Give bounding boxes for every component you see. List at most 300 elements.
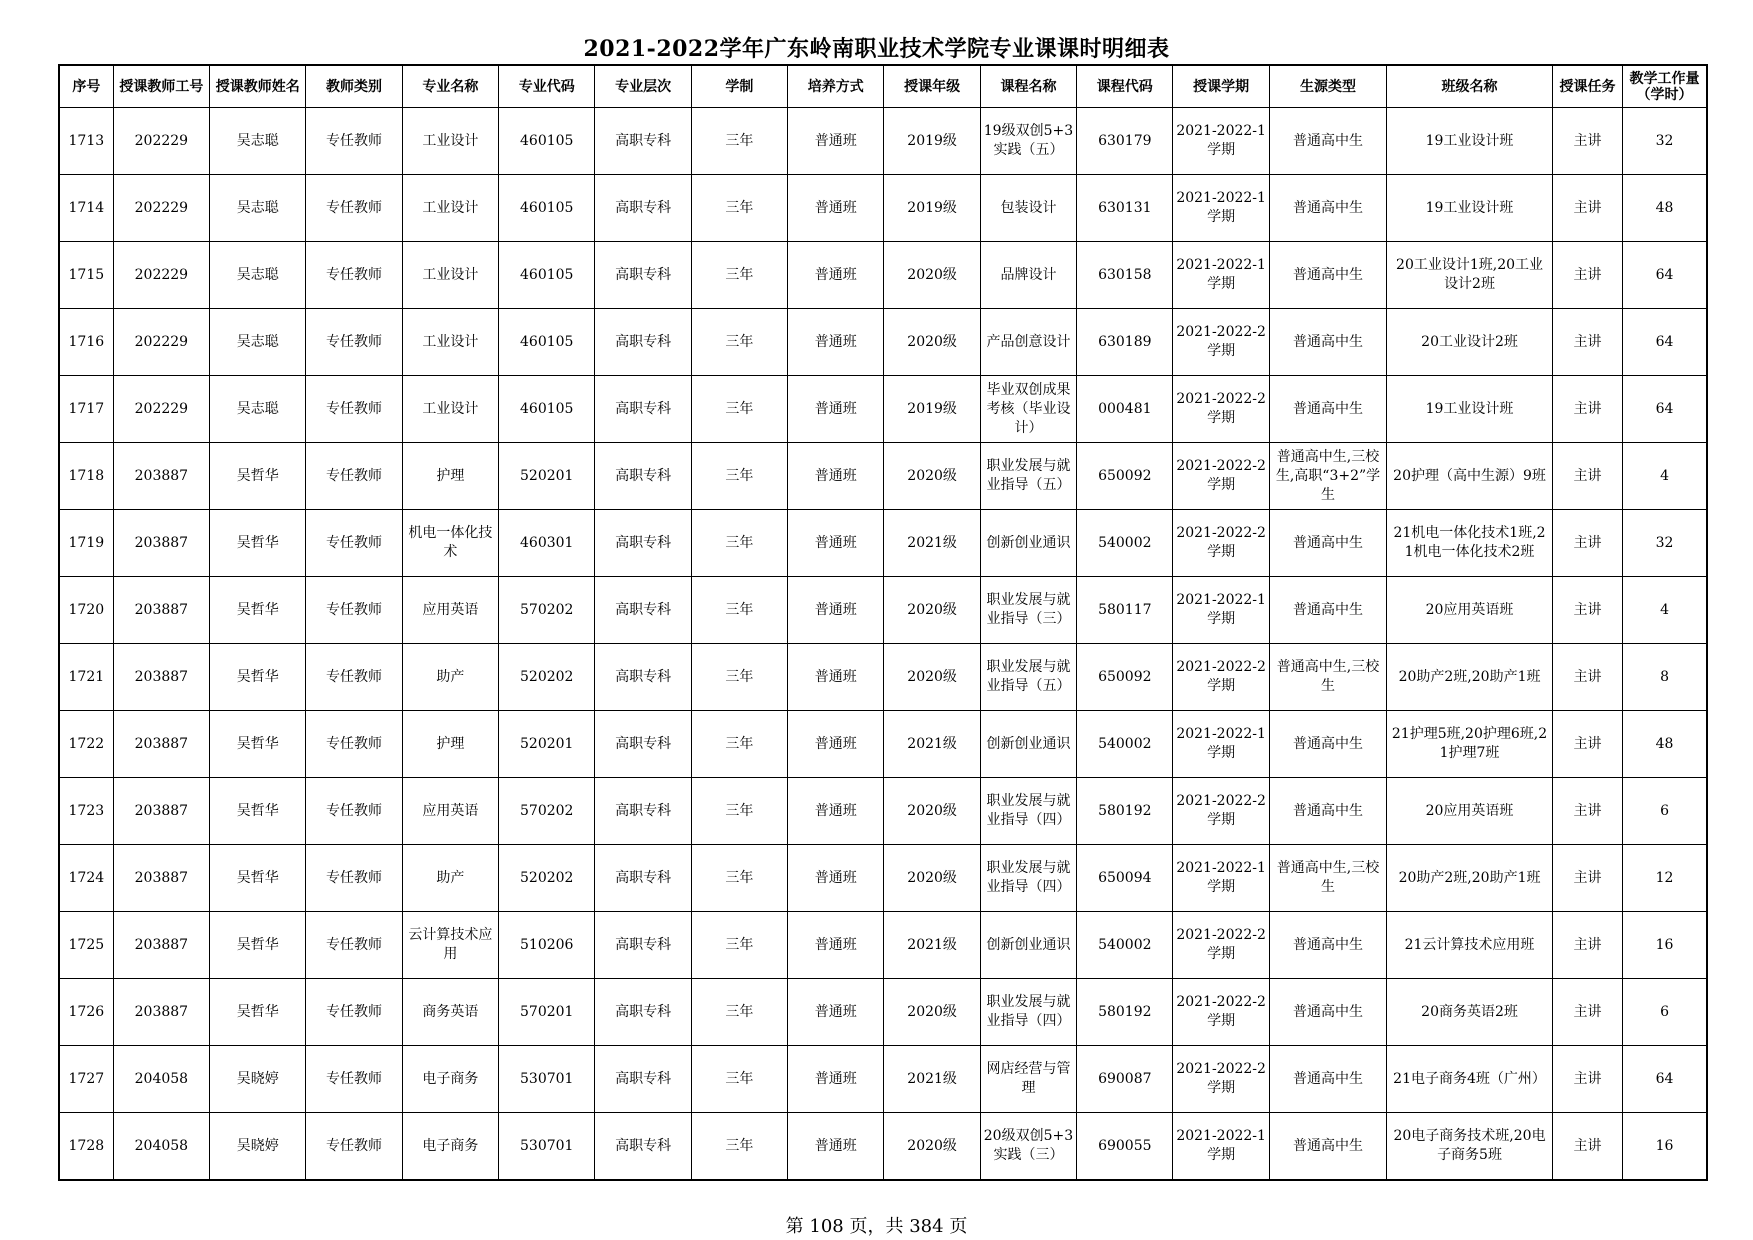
cell-student-source: 普通高中生 [1269,1046,1386,1113]
cell-teacher-name: 吴哲华 [210,577,306,644]
cell-class-name: 21机电一体化技术1班,21机电一体化技术2班 [1387,510,1553,577]
cell-major-code: 510206 [499,912,595,979]
cell-major-code: 460105 [499,309,595,376]
cell-workload: 16 [1623,912,1707,979]
cell-duration: 三年 [691,644,787,711]
cell-workload: 4 [1623,577,1707,644]
cell-duration: 三年 [691,1113,787,1181]
cell-course-code: 690055 [1077,1113,1173,1181]
table-row [59,1113,1707,1181]
cell-semester: 2021-2022-2学期 [1173,1046,1269,1113]
cell-student-source: 普通高中生 [1269,1113,1386,1181]
cell-duration: 三年 [691,577,787,644]
cell-student-source: 普通高中生 [1269,912,1386,979]
column-header-class-name: 班级名称 [1387,65,1553,108]
cell-class-name: 20护理（高中生源）9班 [1387,443,1553,510]
cell-training-mode: 普通班 [788,979,884,1046]
cell-major-code: 520202 [499,845,595,912]
cell-teacher-id: 203887 [113,443,209,510]
cell-major-level: 高职专科 [595,510,691,577]
cell-major-level: 高职专科 [595,577,691,644]
cell-duration: 三年 [691,175,787,242]
cell-major-code: 460105 [499,175,595,242]
table-row [59,175,1707,242]
cell-workload: 64 [1623,1046,1707,1113]
cell-course-name: 包装设计 [980,175,1076,242]
cell-training-mode: 普通班 [788,1046,884,1113]
page-title: 2021-2022学年广东岭南职业技术学院专业课课时明细表 [583,36,1170,62]
cell-row-no: 1725 [59,912,113,979]
cell-teacher-type: 专任教师 [306,912,402,979]
cell-teacher-name: 吴志聪 [210,309,306,376]
cell-semester: 2021-2022-2学期 [1173,778,1269,845]
cell-major-level: 高职专科 [595,845,691,912]
column-header-training-mode: 培养方式 [788,65,884,108]
cell-student-source: 普通高中生 [1269,108,1386,175]
column-header-student-source: 生源类型 [1269,65,1386,108]
cell-row-no: 1715 [59,242,113,309]
cell-teacher-id: 203887 [113,778,209,845]
cell-row-no: 1719 [59,510,113,577]
cell-duration: 三年 [691,309,787,376]
table-row [59,577,1707,644]
cell-workload: 12 [1623,845,1707,912]
cell-course-code: 650094 [1077,845,1173,912]
cell-teacher-id: 203887 [113,510,209,577]
cell-course-name: 创新创业通识 [980,510,1076,577]
cell-teacher-type: 专任教师 [306,1113,402,1181]
cell-teacher-id: 204058 [113,1113,209,1181]
cell-student-source: 普通高中生 [1269,577,1386,644]
table-row [59,443,1707,510]
cell-duration: 三年 [691,242,787,309]
cell-class-name: 20应用英语班 [1387,577,1553,644]
cell-course-name: 创新创业通识 [980,912,1076,979]
cell-major-level: 高职专科 [595,376,691,443]
cell-training-mode: 普通班 [788,376,884,443]
cell-major-code: 520202 [499,644,595,711]
cell-duration: 三年 [691,912,787,979]
cell-workload: 48 [1623,711,1707,778]
cell-row-no: 1721 [59,644,113,711]
cell-teacher-type: 专任教师 [306,1046,402,1113]
cell-teacher-type: 专任教师 [306,979,402,1046]
cell-student-source: 普通高中生 [1269,778,1386,845]
cell-major-code: 460301 [499,510,595,577]
table-row [59,242,1707,309]
column-header-major-code: 专业代码 [499,65,595,108]
cell-class-name: 20商务英语2班 [1387,979,1553,1046]
table-row [59,711,1707,778]
cell-workload: 6 [1623,979,1707,1046]
cell-training-mode: 普通班 [788,845,884,912]
table-row [59,912,1707,979]
cell-major-name: 工业设计 [402,108,498,175]
cell-student-source: 普通高中生 [1269,309,1386,376]
cell-grade: 2019级 [884,108,980,175]
cell-major-code: 520201 [499,711,595,778]
column-header-row-no: 序号 [59,65,113,108]
cell-course-code: 630158 [1077,242,1173,309]
cell-grade: 2020级 [884,242,980,309]
footer-current-page: 108 [809,1216,844,1237]
cell-duration: 三年 [691,845,787,912]
cell-course-code: 630131 [1077,175,1173,242]
cell-task: 主讲 [1552,1113,1622,1181]
cell-major-name: 助产 [402,644,498,711]
cell-workload: 4 [1623,443,1707,510]
column-header-course-code: 课程代码 [1077,65,1173,108]
column-header-task: 授课任务 [1552,65,1622,108]
cell-major-code: 460105 [499,108,595,175]
cell-major-code: 530701 [499,1046,595,1113]
cell-row-no: 1713 [59,108,113,175]
cell-teacher-name: 吴晓婷 [210,1113,306,1181]
cell-course-code: 630179 [1077,108,1173,175]
cell-task: 主讲 [1552,644,1622,711]
table-row [59,979,1707,1046]
cell-grade: 2020级 [884,577,980,644]
cell-task: 主讲 [1552,778,1622,845]
cell-major-name: 助产 [402,845,498,912]
cell-task: 主讲 [1552,577,1622,644]
cell-teacher-id: 204058 [113,1046,209,1113]
cell-course-code: 540002 [1077,912,1173,979]
column-header-duration: 学制 [691,65,787,108]
cell-teacher-type: 专任教师 [306,711,402,778]
cell-training-mode: 普通班 [788,577,884,644]
cell-semester: 2021-2022-1学期 [1173,242,1269,309]
cell-grade: 2019级 [884,376,980,443]
cell-semester: 2021-2022-2学期 [1173,309,1269,376]
cell-student-source: 普通高中生 [1269,175,1386,242]
cell-course-name: 20级双创5+3实践（三） [980,1113,1076,1181]
cell-duration: 三年 [691,510,787,577]
cell-task: 主讲 [1552,979,1622,1046]
cell-teacher-id: 203887 [113,711,209,778]
cell-major-name: 工业设计 [402,376,498,443]
table-row [59,510,1707,577]
cell-row-no: 1728 [59,1113,113,1181]
cell-teacher-name: 吴哲华 [210,912,306,979]
cell-major-level: 高职专科 [595,778,691,845]
cell-course-name: 职业发展与就业指导（四） [980,778,1076,845]
cell-semester: 2021-2022-1学期 [1173,577,1269,644]
cell-teacher-id: 202229 [113,309,209,376]
cell-teacher-id: 203887 [113,979,209,1046]
cell-teacher-id: 202229 [113,175,209,242]
cell-semester: 2021-2022-1学期 [1173,845,1269,912]
cell-teacher-type: 专任教师 [306,376,402,443]
footer-suffix: 页 [949,1216,968,1237]
cell-course-name: 创新创业通识 [980,711,1076,778]
cell-semester: 2021-2022-1学期 [1173,108,1269,175]
cell-teacher-id: 203887 [113,845,209,912]
cell-task: 主讲 [1552,510,1622,577]
cell-row-no: 1726 [59,979,113,1046]
cell-teacher-type: 专任教师 [306,778,402,845]
table-row [59,644,1707,711]
cell-task: 主讲 [1552,175,1622,242]
cell-major-name: 电子商务 [402,1046,498,1113]
cell-student-source: 普通高中生,三校生 [1269,644,1386,711]
cell-teacher-id: 203887 [113,912,209,979]
table-body [59,108,1707,1181]
column-header-workload: 教学工作量（学时） [1623,65,1707,108]
cell-teacher-type: 专任教师 [306,309,402,376]
cell-row-no: 1718 [59,443,113,510]
cell-row-no: 1714 [59,175,113,242]
cell-teacher-id: 203887 [113,644,209,711]
cell-student-source: 普通高中生 [1269,711,1386,778]
cell-teacher-type: 专任教师 [306,644,402,711]
cell-class-name: 19工业设计班 [1387,175,1553,242]
cell-semester: 2021-2022-2学期 [1173,376,1269,443]
cell-row-no: 1724 [59,845,113,912]
cell-grade: 2021级 [884,912,980,979]
cell-major-code: 570202 [499,577,595,644]
cell-workload: 64 [1623,242,1707,309]
cell-task: 主讲 [1552,242,1622,309]
cell-student-source: 普通高中生 [1269,376,1386,443]
cell-grade: 2019级 [884,175,980,242]
column-header-major-level: 专业层次 [595,65,691,108]
cell-major-level: 高职专科 [595,979,691,1046]
cell-major-code: 460105 [499,376,595,443]
cell-major-level: 高职专科 [595,1046,691,1113]
cell-semester: 2021-2022-1学期 [1173,711,1269,778]
cell-semester: 2021-2022-2学期 [1173,912,1269,979]
cell-class-name: 20工业设计2班 [1387,309,1553,376]
cell-course-code: 580192 [1077,778,1173,845]
cell-task: 主讲 [1552,1046,1622,1113]
cell-task: 主讲 [1552,309,1622,376]
table-header-row [59,65,1707,108]
cell-major-name: 机电一体化技术 [402,510,498,577]
cell-workload: 6 [1623,778,1707,845]
table-row [59,108,1707,175]
footer-prefix: 第 [785,1216,804,1237]
cell-training-mode: 普通班 [788,309,884,376]
cell-duration: 三年 [691,443,787,510]
cell-major-name: 云计算技术应用 [402,912,498,979]
cell-teacher-name: 吴志聪 [210,242,306,309]
cell-major-name: 护理 [402,711,498,778]
cell-workload: 64 [1623,376,1707,443]
column-header-teacher-id: 授课教师工号 [113,65,209,108]
cell-training-mode: 普通班 [788,1113,884,1181]
cell-major-level: 高职专科 [595,309,691,376]
cell-major-code: 570201 [499,979,595,1046]
cell-workload: 48 [1623,175,1707,242]
cell-major-name: 应用英语 [402,577,498,644]
cell-grade: 2020级 [884,778,980,845]
cell-training-mode: 普通班 [788,644,884,711]
table-row [59,1046,1707,1113]
cell-row-no: 1720 [59,577,113,644]
cell-class-name: 20助产2班,20助产1班 [1387,845,1553,912]
cell-duration: 三年 [691,376,787,443]
cell-student-source: 普通高中生,三校生,高职“3+2”学生 [1269,443,1386,510]
cell-major-name: 工业设计 [402,242,498,309]
table-row [59,778,1707,845]
cell-course-code: 690087 [1077,1046,1173,1113]
cell-major-code: 520201 [499,443,595,510]
cell-semester: 2021-2022-1学期 [1173,175,1269,242]
cell-teacher-name: 吴哲华 [210,778,306,845]
cell-row-no: 1717 [59,376,113,443]
cell-course-code: 630189 [1077,309,1173,376]
cell-major-name: 工业设计 [402,309,498,376]
cell-row-no: 1727 [59,1046,113,1113]
cell-teacher-name: 吴志聪 [210,376,306,443]
cell-class-name: 19工业设计班 [1387,108,1553,175]
cell-major-level: 高职专科 [595,711,691,778]
cell-major-level: 高职专科 [595,108,691,175]
cell-class-name: 20应用英语班 [1387,778,1553,845]
cell-major-name: 工业设计 [402,175,498,242]
column-header-course-name: 课程名称 [980,65,1076,108]
cell-grade: 2020级 [884,845,980,912]
cell-major-level: 高职专科 [595,443,691,510]
cell-teacher-type: 专任教师 [306,175,402,242]
cell-duration: 三年 [691,979,787,1046]
cell-grade: 2020级 [884,979,980,1046]
cell-teacher-name: 吴哲华 [210,711,306,778]
cell-teacher-name: 吴晓婷 [210,1046,306,1113]
cell-teacher-id: 202229 [113,376,209,443]
cell-duration: 三年 [691,711,787,778]
cell-teacher-name: 吴哲华 [210,443,306,510]
cell-workload: 8 [1623,644,1707,711]
cell-training-mode: 普通班 [788,510,884,577]
cell-workload: 32 [1623,510,1707,577]
cell-grade: 2020级 [884,309,980,376]
table-row [59,309,1707,376]
cell-row-no: 1716 [59,309,113,376]
page-footer [0,1212,1753,1238]
column-header-teacher-type: 教师类别 [306,65,402,108]
cell-duration: 三年 [691,778,787,845]
cell-course-name: 职业发展与就业指导（四） [980,845,1076,912]
cell-grade: 2020级 [884,644,980,711]
cell-workload: 16 [1623,1113,1707,1181]
cell-course-name: 网店经营与管理 [980,1046,1076,1113]
cell-task: 主讲 [1552,845,1622,912]
footer-middle: 页，共 [849,1216,904,1237]
cell-teacher-id: 203887 [113,577,209,644]
cell-major-level: 高职专科 [595,1113,691,1181]
cell-task: 主讲 [1552,443,1622,510]
cell-major-name: 护理 [402,443,498,510]
cell-course-code: 650092 [1077,443,1173,510]
cell-major-code: 530701 [499,1113,595,1181]
cell-major-name: 电子商务 [402,1113,498,1181]
cell-class-name: 21护理5班,20护理6班,21护理7班 [1387,711,1553,778]
cell-course-code: 540002 [1077,510,1173,577]
cell-training-mode: 普通班 [788,443,884,510]
cell-teacher-id: 202229 [113,108,209,175]
cell-training-mode: 普通班 [788,912,884,979]
cell-course-name: 19级双创5+3实践（五） [980,108,1076,175]
cell-task: 主讲 [1552,711,1622,778]
cell-student-source: 普通高中生 [1269,979,1386,1046]
cell-row-no: 1722 [59,711,113,778]
cell-duration: 三年 [691,1046,787,1113]
cell-teacher-name: 吴哲华 [210,510,306,577]
table-row [59,845,1707,912]
cell-training-mode: 普通班 [788,778,884,845]
cell-class-name: 21电子商务4班（广州） [1387,1046,1553,1113]
cell-training-mode: 普通班 [788,242,884,309]
course-hours-table [58,64,1708,1181]
cell-class-name: 20助产2班,20助产1班 [1387,644,1553,711]
cell-major-name: 商务英语 [402,979,498,1046]
cell-major-code: 460105 [499,242,595,309]
cell-student-source: 普通高中生,三校生 [1269,845,1386,912]
cell-task: 主讲 [1552,912,1622,979]
cell-task: 主讲 [1552,108,1622,175]
cell-major-level: 高职专科 [595,175,691,242]
column-header-major-name: 专业名称 [402,65,498,108]
cell-training-mode: 普通班 [788,711,884,778]
cell-class-name: 20电子商务技术班,20电子商务5班 [1387,1113,1553,1181]
cell-course-code: 540002 [1077,711,1173,778]
cell-grade: 2021级 [884,711,980,778]
column-header-semester: 授课学期 [1173,65,1269,108]
cell-duration: 三年 [691,108,787,175]
cell-semester: 2021-2022-2学期 [1173,443,1269,510]
cell-class-name: 20工业设计1班,20工业设计2班 [1387,242,1553,309]
cell-course-name: 职业发展与就业指导（五） [980,443,1076,510]
cell-teacher-id: 202229 [113,242,209,309]
footer-total-pages: 384 [909,1216,944,1237]
cell-course-code: 580192 [1077,979,1173,1046]
cell-row-no: 1723 [59,778,113,845]
cell-major-level: 高职专科 [595,644,691,711]
cell-major-code: 570202 [499,778,595,845]
cell-task: 主讲 [1552,376,1622,443]
cell-teacher-name: 吴哲华 [210,979,306,1046]
cell-course-code: 580117 [1077,577,1173,644]
cell-workload: 32 [1623,108,1707,175]
cell-teacher-type: 专任教师 [306,510,402,577]
cell-student-source: 普通高中生 [1269,242,1386,309]
cell-major-level: 高职专科 [595,912,691,979]
column-header-teacher-name: 授课教师姓名 [210,65,306,108]
cell-semester: 2021-2022-2学期 [1173,979,1269,1046]
cell-course-name: 毕业双创成果考核（毕业设计） [980,376,1076,443]
cell-teacher-type: 专任教师 [306,577,402,644]
cell-student-source: 普通高中生 [1269,510,1386,577]
cell-workload: 64 [1623,309,1707,376]
table-row [59,376,1707,443]
cell-class-name: 19工业设计班 [1387,376,1553,443]
cell-grade: 2020级 [884,443,980,510]
cell-major-level: 高职专科 [595,242,691,309]
cell-semester: 2021-2022-2学期 [1173,510,1269,577]
cell-teacher-name: 吴哲华 [210,644,306,711]
cell-semester: 2021-2022-1学期 [1173,1113,1269,1181]
cell-course-name: 职业发展与就业指导（五） [980,644,1076,711]
cell-course-code: 650092 [1077,644,1173,711]
cell-grade: 2021级 [884,1046,980,1113]
cell-class-name: 21云计算技术应用班 [1387,912,1553,979]
cell-training-mode: 普通班 [788,108,884,175]
cell-teacher-name: 吴志聪 [210,175,306,242]
cell-teacher-name: 吴志聪 [210,108,306,175]
cell-course-name: 职业发展与就业指导（三） [980,577,1076,644]
